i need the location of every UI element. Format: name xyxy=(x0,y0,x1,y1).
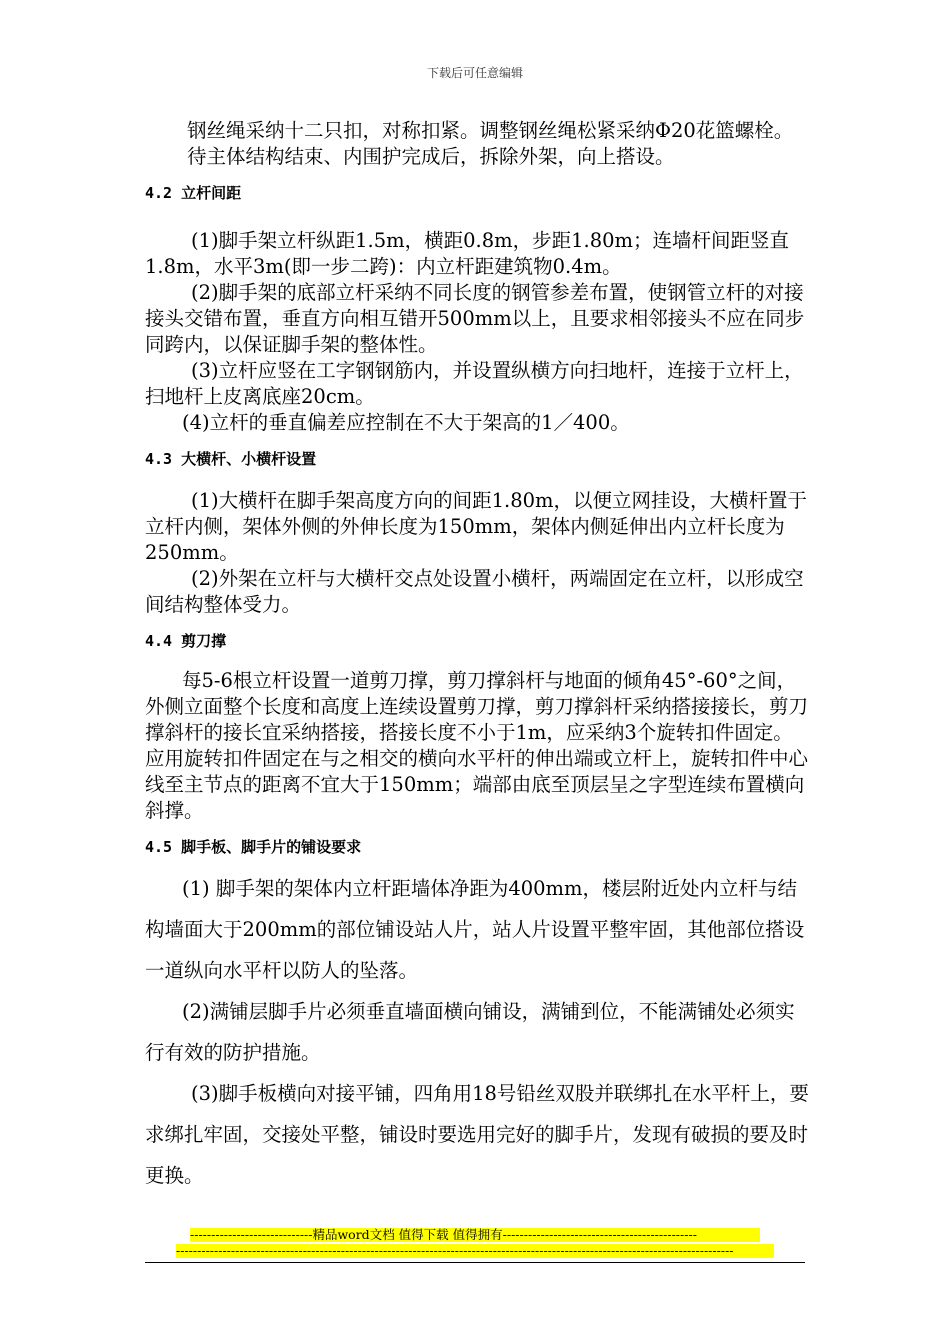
document-body xyxy=(145,118,810,1196)
section-4-3-title: 4.3 大横杆、小横杆设置 xyxy=(145,450,317,468)
s43-paragraph-2: (2)外架在立杆与大横杆交点处设置小横杆，两端固定在立杆，以形成空间结构整体受力。 xyxy=(145,567,804,616)
s45-paragraph-3: (3)脚手板横向对接平铺，四角用18号铅丝双股并联绑扎在水平杆上，要求绑扎牢固，交接处平整，铺设时要选用完好的脚手片，发现有破损的要及时更换。 xyxy=(145,1082,809,1187)
intro-paragraph-1: 钢丝绳采纳十二只扣，对称扣紧。调整钢丝绳松紧采纳Φ20花篮螺栓。 xyxy=(187,119,794,142)
s43-paragraph-1: (1)大横杆在脚手架高度方向的间距1.80m，以便立网挂设，大横杆置于立杆内侧，架体外侧的外伸长度为150mm，架体内侧延伸出内立杆长度为250mm。 xyxy=(145,489,808,564)
section-4-5-title: 4.5 脚手板、脚手片的铺设要求 xyxy=(145,838,362,856)
section-4-4-title: 4.4 剪刀撑 xyxy=(145,632,227,650)
section-4-2-title: 4.2 立杆间距 xyxy=(145,184,242,202)
s42-paragraph-2: (2)脚手架的底部立杆采纳不同长度的钢管参差布置，使钢管立杆的对接接头交错布置，垂直方向相互错开500mm以上，且要求相邻接头不应在同步同跨内，以保证脚手架的整体性。 xyxy=(145,281,805,356)
s42-paragraph-1: (1)脚手架立杆纵距1.5m，横距0.8m，步距1.80m；连墙杆间距竖直1.8m，水平3m(即一步二跨)：内立杆距建筑物0.4m。 xyxy=(145,229,790,278)
s42-paragraph-3: (3)立杆应竖在工字钢钢筋内，并设置纵横方向扫地杆，连接于立杆上，扫地杆上皮离底座20cm。 xyxy=(145,359,804,408)
intro-paragraph-2: 待主体结构结束、内围护完成后，拆除外架，向上搭设。 xyxy=(187,145,675,168)
footer-banner-line-2: ------------------------------------------------------------------------------------------------------------------------------------ xyxy=(176,1244,774,1258)
s45-paragraph-2: (2)满铺层脚手片必须垂直墙面横向铺设，满铺到位，不能满铺处必须实行有效的防护措施。 xyxy=(145,1000,795,1064)
page-header: 下载后可任意编辑 xyxy=(426,66,523,80)
s44-paragraph-1: 每5-6根立杆设置一道剪刀撑，剪刀撑斜杆与地面的倾角45°-60°之间，外侧立面整个长度和高度上连续设置剪刀撑，剪刀撑斜杆采纳搭接接长，剪刀撑斜杆的接长宜采纳搭接，搭接长度不小于1m，应采纳3个旋转扣件固定。应用旋转扣件固定在与之相交的横向水平杆的伸出端或立杆上，旋转扣件中心线至主节点的距离不宜大于150mm；端部由底至顶层呈之字型连续布置横向斜撑。 xyxy=(145,669,809,822)
footer-banner-line-1: -----------------------------精品word文档 值得下载 值得拥有---------------------------------------------- xyxy=(190,1228,760,1242)
s45-paragraph-1: (1) 脚手架的架体内立杆距墙体净距为400mm，楼层附近处内立杆与结构墙面大于200mm的部位铺设站人片，站人片设置平整牢固，其他部位搭设一道纵向水平杆以防人的坠落。 xyxy=(145,877,805,982)
s45-body xyxy=(145,868,810,1196)
footer-rule xyxy=(145,1262,805,1263)
s42-paragraph-4: (4)立杆的垂直偏差应控制在不大于架高的1／400。 xyxy=(182,411,630,434)
